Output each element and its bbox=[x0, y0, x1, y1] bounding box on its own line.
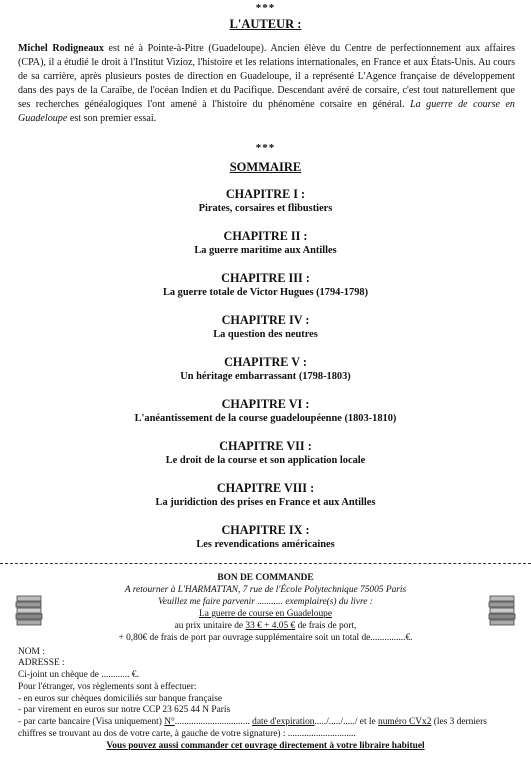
chapter-entry bbox=[0, 313, 531, 342]
chapter-entry bbox=[0, 439, 531, 468]
author-name: Michel Rodigneaux bbox=[18, 43, 104, 54]
chapter-title: L'anéantissement de la course guadeloupéenne (1803-1810) bbox=[134, 413, 397, 424]
chapter-title: Les revendications américaines bbox=[196, 539, 335, 550]
bio-text: est né à Pointe-à-Pitre (Guadeloupe). Ancien élève du Centre de perfectionnement aux affaires (CPA), il a étudié le droit à l'Institut Vizioz, l'histoire et les relations internationales, en France et aux États-Unis. Au cours de sa carrière, après plusieurs postes de direction en Guadeloupe, il a représenté L'Agence française de développement dans des pays de la Caraïbe, de l'océan Indien et du Pacifique. Descendant avéré de corsaire, c'est tout naturellement que ses recherches généalogiques l'ont amené à l'histoire du phénomène corsaire en général. bbox=[18, 43, 515, 110]
bio-book-title: La guerre de course en Guadeloupe bbox=[18, 99, 515, 124]
chapter-number: CHAPITRE II : bbox=[223, 229, 308, 243]
chapter-number: CHAPITRE III : bbox=[221, 271, 310, 285]
chapter-entry bbox=[0, 481, 531, 510]
order-form bbox=[0, 563, 531, 773]
chapter-number: CHAPITRE VII : bbox=[219, 439, 312, 453]
price-suffix: de frais de port, bbox=[295, 621, 357, 631]
payment-option-cheque: - en euros sur chèques domiciliés sur banque française bbox=[18, 694, 223, 704]
chapter-title: Le droit de la course et son application locale bbox=[165, 455, 366, 466]
author-bio bbox=[18, 42, 515, 126]
chapter-title: La juridiction des prises en France et aux Antilles bbox=[155, 497, 376, 508]
chapter-entry bbox=[0, 355, 531, 384]
order-book-title: La guerre de course en Guadeloupe bbox=[198, 609, 332, 619]
card-number-label: N° bbox=[164, 717, 175, 727]
order-shipping: + 0,80€ de frais de port par ouvrage supplémentaire soit un total de...............€. bbox=[118, 633, 413, 643]
card-expiry-label: date d'expiration bbox=[252, 717, 315, 727]
price-value: 33 € + 4.05 € bbox=[245, 621, 296, 631]
order-price bbox=[40, 621, 491, 633]
chapter-number: CHAPITRE IX : bbox=[221, 523, 310, 537]
card-cvx-field[interactable]: chiffres se trouvant au dos de votre carte, à gauche de votre signature) : ............................. bbox=[18, 729, 356, 739]
chapter-entry bbox=[0, 187, 531, 216]
field-nom[interactable]: NOM : bbox=[18, 647, 45, 657]
chapter-number: CHAPITRE VI : bbox=[221, 397, 310, 411]
foreign-payments: Pour l'étranger, vos règlements sont à effectuer: bbox=[18, 682, 197, 692]
card-number-field[interactable]: ................................ bbox=[174, 717, 253, 727]
author-heading: L'AUTEUR : bbox=[229, 17, 302, 31]
chapter-number: CHAPITRE I : bbox=[225, 187, 306, 201]
summary-heading: SOMMAIRE bbox=[229, 160, 302, 174]
card-cvx-label: numéro CVx2 bbox=[378, 717, 432, 727]
chapter-title: La guerre totale de Victor Hugues (1794-1798) bbox=[162, 287, 369, 298]
order-please-send: Veuillez me faire parvenir ........... exemplaire(s) du livre : bbox=[158, 597, 373, 607]
chapter-number: CHAPITRE VIII : bbox=[216, 481, 315, 495]
payment-option-card bbox=[18, 717, 518, 728]
card-expiry-field[interactable]: ...../...../...../ et le bbox=[314, 717, 379, 727]
chapter-entry bbox=[0, 229, 531, 258]
chapter-title: Un héritage embarrassant (1798-1803) bbox=[180, 371, 351, 382]
card-prefix: - par carte bancaire (Visa uniquement) bbox=[18, 717, 165, 727]
chapter-entry bbox=[0, 271, 531, 300]
card-suffix: (les 3 derniers bbox=[431, 717, 487, 727]
chapter-title: Pirates, corsaires et flibustiers bbox=[198, 203, 333, 214]
order-return-to: A retourner à L'HARMATTAN, 7 rue de l'École Polytechnique 75005 Paris bbox=[124, 585, 407, 595]
order-footer: Vous pouvez aussi commander cet ouvrage directement à votre libraire habituel bbox=[106, 741, 425, 751]
chapter-number: CHAPITRE IV : bbox=[221, 313, 310, 327]
chapter-entry bbox=[0, 523, 531, 552]
bio-ending: est son premier essai. bbox=[67, 113, 157, 124]
book-stack-icon bbox=[487, 592, 517, 626]
field-cheque[interactable]: Ci-joint un chèque de ............ €. bbox=[18, 670, 139, 680]
chapter-list bbox=[0, 187, 531, 565]
payment-option-transfer: - par virement en euros sur notre CCP 23 625 44 N Paris bbox=[18, 705, 231, 715]
chapter-number: CHAPITRE V : bbox=[224, 355, 307, 369]
top-stars: *** bbox=[255, 2, 276, 14]
chapter-title: La guerre maritime aux Antilles bbox=[194, 245, 337, 256]
chapter-title: La question des neutres bbox=[213, 329, 318, 340]
mid-stars: *** bbox=[255, 142, 276, 154]
field-adresse[interactable]: ADRESSE : bbox=[18, 658, 65, 668]
price-prefix: au prix unitaire de bbox=[174, 621, 246, 631]
order-title: BON DE COMMANDE bbox=[217, 573, 314, 583]
chapter-entry bbox=[0, 397, 531, 426]
